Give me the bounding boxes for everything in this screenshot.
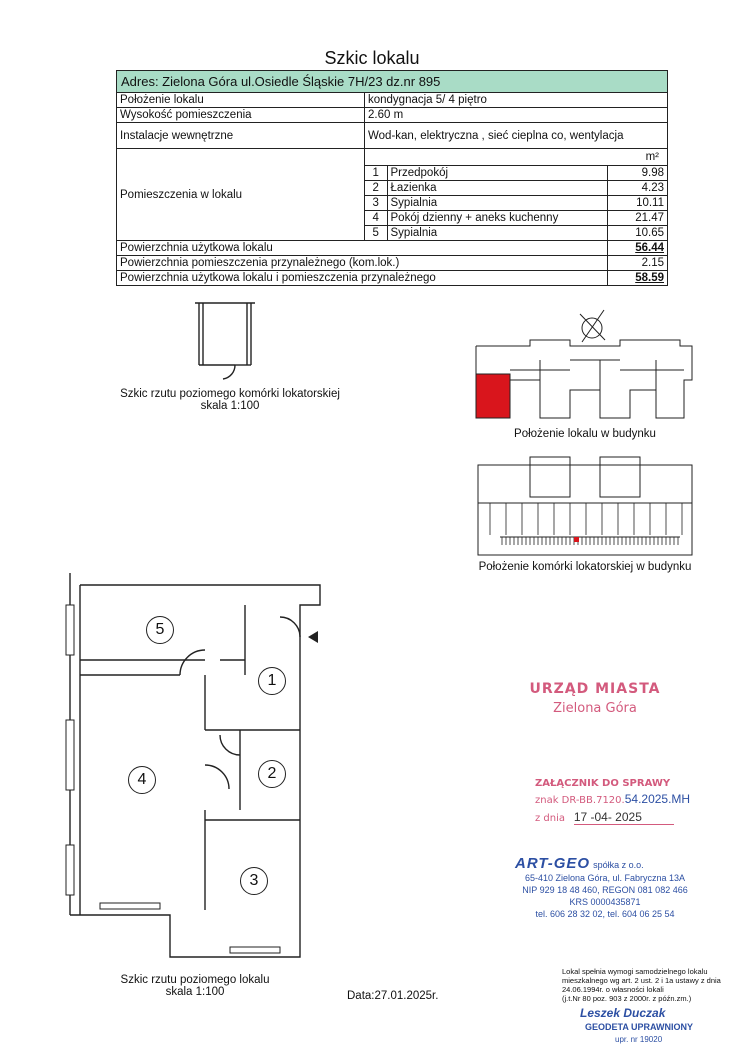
info-table (116, 70, 668, 286)
building-location-sketch (470, 300, 700, 430)
page-title: Szkic lokalu (324, 48, 420, 68)
company-details: 65-410 Zielona Góra, ul. Fabryczna 13A NIP 929 18 48 460, REGON 081 082 466 KRS 0000435871 tel. 606 28 32 02, tel. 604 06 25 54 (522, 873, 688, 919)
total-all-value: 58.59 (608, 271, 668, 286)
location-label: Położenie lokalu (117, 93, 365, 108)
room-name: Sypialnia (390, 197, 438, 209)
rooms-label: Pomieszczenia w lokalu (117, 149, 365, 241)
room-label-4: 4 (128, 766, 156, 794)
total-usable-value: 56.44 (608, 241, 668, 256)
office-stamp-line2: Zielona Góra (553, 701, 637, 716)
document-date: Data:27.01.2025r. (347, 990, 439, 1002)
plan-caption: Szkic rzutu poziomego lokalu skala 1:100 (120, 974, 270, 998)
height-value: 2.60 m (365, 108, 668, 123)
total-storage-value: 2.15 (608, 256, 668, 271)
table-row: 1 Przedpokój 9.98 (117, 166, 668, 181)
room-area: 21.47 (608, 211, 668, 226)
room-name: Przedpokój (390, 167, 449, 179)
room-area: 10.65 (608, 226, 668, 241)
storage-location-sketch (470, 455, 700, 560)
signature-role: GEODETA UPRAWNIONY (585, 1022, 694, 1032)
room-area: 9.98 (608, 166, 668, 181)
apartment-highlight (476, 374, 510, 418)
signature-number: upr. nr 19020 (615, 1035, 663, 1044)
company-stamp: ART-GEO spółka z o.o. (515, 855, 644, 872)
case-date: z dnia 17 -04- 2025 (535, 810, 674, 825)
room-name: Łazienka (390, 182, 437, 194)
room-area: 10.11 (608, 196, 668, 211)
legal-note: Lokal spełnia wymogi samodzielnego lokalu mieszkalnego wg art. 2 ust. 2 i 1a ustawy z dnia 24.06.1994r. o własności lokali (j.t.Nr 80 poz. 903 z 2000r. z późn.zm.) (562, 967, 721, 1003)
room-area: 4.23 (608, 181, 668, 196)
room-label-2: 2 (258, 760, 286, 788)
total-storage-label: Powierzchnia pomieszczenia przynależnego (kom.lok.) (117, 256, 608, 271)
address: Adres: Zielona Góra ul.Osiedle Śląskie 7H/23 dz.nr 895 (117, 71, 668, 93)
attachment-stamp: ZAŁĄCZNIK DO SPRAWY (535, 778, 671, 789)
floor-plan (60, 565, 340, 965)
room-label-5: 5 (146, 616, 174, 644)
table-row: 2 Łazienka 4.23 (117, 181, 668, 196)
install-value: Wod-kan, elektryczna , sieć cieplna co, wentylacja (365, 123, 668, 149)
table-row: 3 Sypialnia 10.11 (117, 196, 668, 211)
total-all-label: Powierzchnia użytkowa lokalu i pomieszczenia przynależnego (117, 271, 608, 286)
building-location-caption: Położenie lokalu w budynku (514, 428, 656, 440)
unit-header: m² (365, 149, 668, 166)
room-label-3: 3 (240, 867, 268, 895)
table-row: 4 Pokój dzienny + aneks kuchenny 21.47 (117, 211, 668, 226)
location-value: kondygnacja 5/ 4 piętro (365, 93, 668, 108)
storage-sketch (185, 295, 265, 385)
table-row: 5 Sypialnia 10.65 (117, 226, 668, 241)
storage-highlight (574, 537, 579, 542)
case-sign: znak DR-BB.7120.54.2025.MH (535, 792, 691, 806)
signature-name: Leszek Duczak (580, 1006, 666, 1020)
height-label: Wysokość pomieszczenia (117, 108, 365, 123)
room-label-1: 1 (258, 667, 286, 695)
storage-location-caption: Położenie komórki lokatorskiej w budynku (478, 561, 692, 573)
storage-caption: Szkic rzutu poziomego komórki lokatorskiej skala 1:100 (120, 388, 340, 412)
room-name: Sypialnia (390, 227, 438, 239)
office-stamp-line1: URZĄD MIASTA (529, 681, 661, 697)
install-label: Instalacje wewnętrzne (117, 123, 365, 149)
room-name: Pokój dzienny + aneks kuchenny (390, 212, 559, 224)
total-usable-label: Powierzchnia użytkowa lokalu (117, 241, 608, 256)
